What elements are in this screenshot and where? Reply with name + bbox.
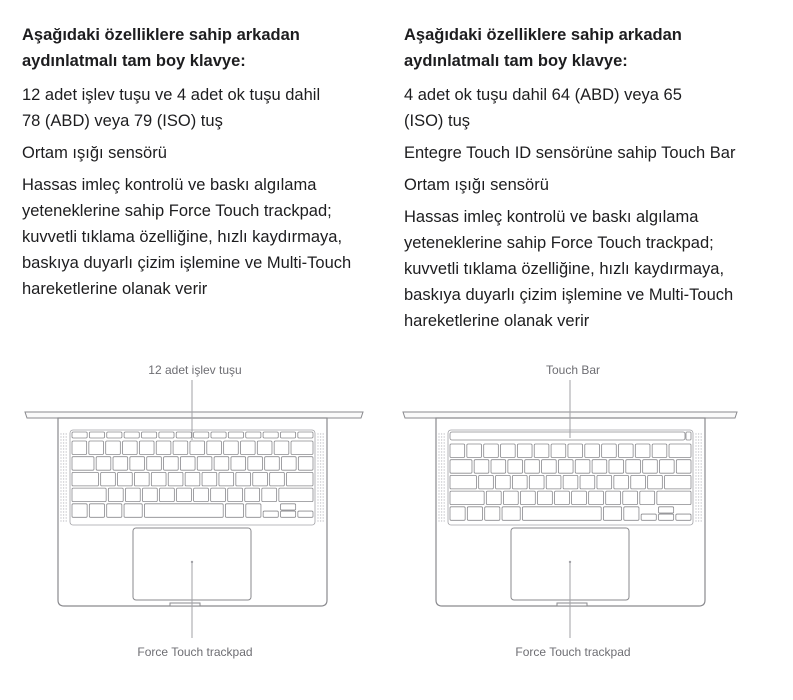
key	[665, 475, 691, 489]
key	[648, 475, 663, 489]
key	[298, 457, 313, 471]
key	[89, 504, 104, 518]
touch-bar-callout: Touch Bar	[545, 363, 601, 377]
function-key	[72, 432, 87, 438]
key	[118, 472, 133, 486]
key	[228, 488, 243, 502]
key	[177, 488, 192, 502]
key	[248, 457, 263, 471]
arrow-key	[676, 514, 691, 520]
key	[522, 507, 601, 521]
key	[130, 457, 145, 471]
key	[652, 444, 667, 458]
key	[485, 507, 500, 521]
key	[240, 441, 255, 455]
key	[225, 504, 243, 518]
key	[538, 491, 553, 505]
key	[287, 472, 313, 486]
laptop-function-keys-illustration	[15, 350, 375, 670]
key	[72, 457, 94, 471]
key	[156, 441, 171, 455]
key	[257, 441, 272, 455]
key	[512, 475, 527, 489]
function-key	[280, 432, 295, 438]
key	[542, 460, 557, 474]
function-key	[159, 432, 174, 438]
key	[575, 460, 590, 474]
key	[486, 491, 501, 505]
trackpad-callout-left: Force Touch trackpad	[137, 645, 253, 659]
key	[474, 460, 489, 474]
key	[202, 472, 217, 486]
key	[635, 444, 650, 458]
key	[139, 441, 154, 455]
key	[214, 457, 229, 471]
key	[563, 475, 578, 489]
key	[450, 491, 484, 505]
function-key	[124, 432, 139, 438]
key	[262, 488, 277, 502]
key	[279, 488, 313, 502]
left-column	[22, 22, 382, 308]
key	[602, 444, 617, 458]
left-laptop-figure	[15, 350, 375, 670]
function-key	[107, 432, 122, 438]
key	[113, 457, 128, 471]
key	[151, 472, 166, 486]
key	[236, 472, 251, 486]
key	[676, 460, 691, 474]
key	[173, 441, 188, 455]
function-key	[194, 432, 209, 438]
key	[603, 507, 621, 521]
arrow-key	[280, 504, 295, 510]
arrow-key	[298, 511, 313, 517]
function-key	[176, 432, 191, 438]
key	[525, 460, 540, 474]
laptop-touch-bar-illustration	[393, 350, 753, 670]
function-key	[141, 432, 156, 438]
function-key	[298, 432, 313, 438]
key	[558, 460, 573, 474]
key	[190, 441, 205, 455]
key	[72, 441, 87, 455]
right-feature-light-sensor: Ortam ışığı sensörü	[404, 176, 549, 194]
trackpad-callout-right: Force Touch trackpad	[515, 645, 631, 659]
key	[134, 472, 149, 486]
key	[669, 444, 691, 458]
key	[631, 475, 646, 489]
key	[546, 475, 561, 489]
key	[142, 488, 157, 502]
key	[585, 444, 600, 458]
key	[106, 441, 121, 455]
function-key	[246, 432, 261, 438]
key	[194, 488, 209, 502]
key	[180, 457, 195, 471]
key	[270, 472, 285, 486]
left-feature-trackpad: Hassas imleç kontrolü ve baskı algılama yeteneklerine sahip Force Touch trackpad; kuvvetli tıklama özelliğine, hızlı kaydırmaya, baskıya duyarlı çizim işlemine ve Multi-Touch hareketlerine olanak verir	[22, 176, 352, 298]
key	[503, 491, 518, 505]
key	[274, 441, 289, 455]
right-laptop-figure	[393, 350, 753, 670]
key	[618, 444, 633, 458]
key	[623, 491, 638, 505]
right-column	[404, 22, 784, 340]
key	[660, 460, 675, 474]
key	[501, 444, 516, 458]
key	[219, 472, 234, 486]
arrow-key	[658, 514, 673, 520]
touch-id-sensor	[686, 432, 691, 440]
key	[450, 475, 476, 489]
arrow-key	[263, 511, 278, 517]
function-key	[89, 432, 104, 438]
key	[211, 488, 226, 502]
function-key	[228, 432, 243, 438]
key	[89, 441, 104, 455]
key	[245, 488, 260, 502]
right-feature-touch-bar: Entegre Touch ID sensörüne sahip Touch Bar	[404, 144, 736, 162]
key	[123, 441, 138, 455]
key	[502, 507, 520, 521]
key	[144, 504, 223, 518]
function-keys-callout: 12 adet işlev tuşu	[148, 363, 242, 377]
key	[107, 504, 122, 518]
right-feature-keys: 4 adet ok tuşu dahil 64 (ABD) veya 65 (ISO) tuş	[404, 86, 682, 130]
key	[626, 460, 641, 474]
key	[224, 441, 239, 455]
arrow-key	[658, 507, 673, 513]
key	[614, 475, 629, 489]
key	[72, 488, 106, 502]
key	[555, 491, 570, 505]
key	[491, 460, 506, 474]
key	[185, 472, 200, 486]
key	[609, 460, 624, 474]
key	[657, 491, 691, 505]
key	[246, 504, 261, 518]
arrow-key	[280, 511, 295, 517]
key	[450, 444, 465, 458]
key	[589, 491, 604, 505]
left-feature-keys: 12 adet işlev tuşu ve 4 adet ok tuşu dahil 78 (ABD) veya 79 (ISO) tuş	[22, 86, 321, 130]
key	[108, 488, 123, 502]
key	[96, 457, 111, 471]
key	[517, 444, 532, 458]
key	[282, 457, 297, 471]
key	[72, 472, 98, 486]
key	[643, 460, 658, 474]
key	[164, 457, 179, 471]
key	[508, 460, 523, 474]
left-feature-light-sensor: Ortam ışığı sensörü	[22, 144, 167, 162]
key	[231, 457, 246, 471]
key	[160, 488, 175, 502]
key	[529, 475, 544, 489]
function-key	[211, 432, 226, 438]
key	[580, 475, 595, 489]
key	[479, 475, 494, 489]
key	[197, 457, 212, 471]
key	[124, 504, 142, 518]
key	[484, 444, 499, 458]
key	[265, 457, 280, 471]
key	[592, 460, 607, 474]
key	[551, 444, 566, 458]
key	[568, 444, 583, 458]
arrow-key	[641, 514, 656, 520]
left-heading: Aşağıdaki özelliklere sahip arkadan aydınlatmalı tam boy klavye:	[22, 26, 300, 70]
key	[572, 491, 587, 505]
key	[168, 472, 183, 486]
key	[253, 472, 268, 486]
touch-bar	[450, 432, 685, 440]
key	[450, 460, 472, 474]
key	[147, 457, 162, 471]
key	[496, 475, 511, 489]
key	[597, 475, 612, 489]
function-key	[263, 432, 278, 438]
key	[207, 441, 222, 455]
key	[467, 507, 482, 521]
key	[450, 507, 465, 521]
key	[72, 504, 87, 518]
key	[534, 444, 549, 458]
key	[467, 444, 482, 458]
key	[520, 491, 535, 505]
key	[624, 507, 639, 521]
key	[291, 441, 313, 455]
key	[125, 488, 140, 502]
key	[101, 472, 116, 486]
key	[640, 491, 655, 505]
key	[606, 491, 621, 505]
right-heading: Aşağıdaki özelliklere sahip arkadan aydınlatmalı tam boy klavye:	[404, 26, 682, 70]
right-feature-trackpad: Hassas imleç kontrolü ve baskı algılama yeteneklerine sahip Force Touch trackpad; kuvvetli tıklama özelliğine, hızlı kaydırmaya, baskıya duyarlı çizim işlemine ve Multi-Touch hareketlerine olanak verir	[404, 208, 734, 330]
